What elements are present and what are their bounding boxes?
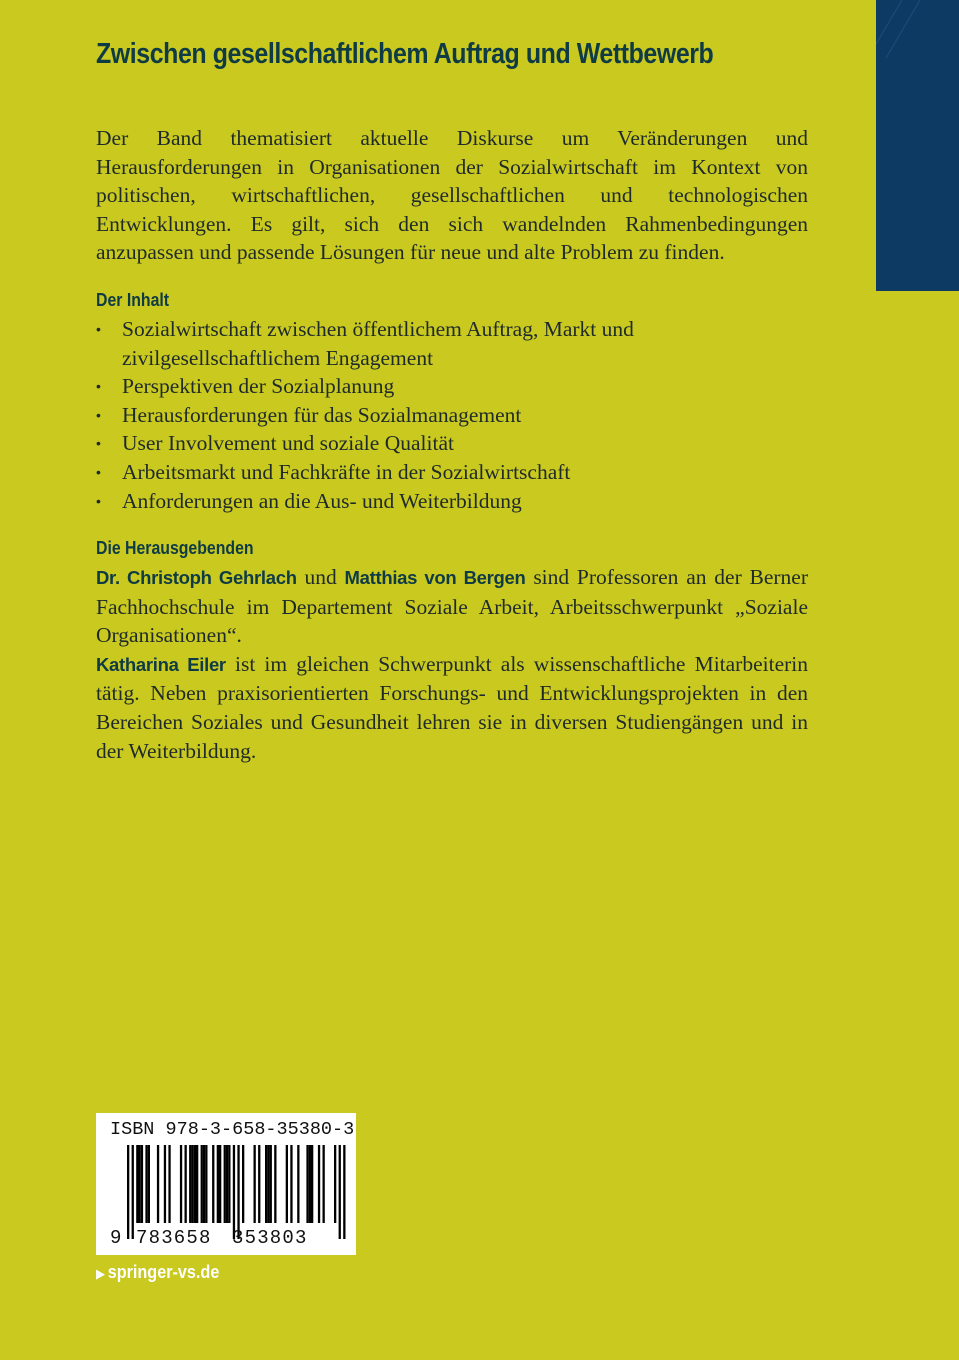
editors-bio-text: sind Professoren an der Berner Fachhochschule im Departement Soziale Arbeit, Arbeitsschwerpunkt „Soziale Organisationen“. [96,565,808,648]
barcode-bar [191,1145,193,1223]
barcode-bar [132,1145,134,1239]
ean-left-digits: 783658 [136,1227,212,1249]
barcode-bar [136,1145,138,1223]
barcode-bar [145,1145,147,1223]
triangle-right-icon: ▶ [96,1266,105,1281]
barcode-bar [180,1145,182,1223]
barcode-bar [224,1145,226,1223]
editors-bio [96,563,808,765]
list-item-text: Herausforderungen für das Sozialmanagement [122,402,522,427]
editor-name: Matthias von Bergen [344,567,526,588]
barcode-bar [306,1145,308,1223]
barcode-bar [339,1145,341,1239]
barcode-bar [141,1145,143,1223]
barcode-bar [233,1145,235,1239]
barcode-bar [242,1145,244,1223]
bullet-icon: • [96,406,101,423]
editor-conjunction: und [296,565,345,589]
list-item-text: User Involvement und soziale Qualität [122,431,454,456]
editors-heading: Die Herausgebenden [96,538,254,558]
barcode-bar [297,1145,299,1223]
list-item [96,487,808,516]
bullet-icon: • [96,378,101,395]
barcode-bar [258,1145,260,1223]
barcode-bar [185,1145,187,1223]
ean-right-digits: 353803 [232,1227,308,1249]
barcode-bar [203,1145,205,1223]
navy-corner-band [876,0,959,291]
barcode-bar [164,1145,166,1223]
barcode-bar [343,1145,345,1239]
barcode-bar [270,1145,272,1223]
barcode-bar [226,1145,228,1223]
barcode-bar [148,1145,150,1223]
barcode-bar [212,1145,214,1223]
bullet-icon: • [96,492,101,509]
barcode-bar [205,1145,207,1223]
barcode-bar [267,1145,269,1223]
barcode-bar [274,1145,276,1223]
barcode-bar [318,1145,320,1223]
band-diagonal-lines [876,0,959,291]
list-item [96,401,808,430]
book-title: Zwischen gesellschaftlichem Auftrag und Wettbewerb [96,38,714,70]
editors-bio-text: ist im gleichen Schwerpunkt als wissenschaftliche Mitarbeiterin tätig. Neben praxisorientierten Forschungs- und Entwicklungsprojekten in den Bereichen Soziales und Gesundheit lehren sie in diversen Studiengängen und in der Weiterbildung. [96,651,809,763]
editor-name: Katharina Eiler [96,653,226,675]
barcode-bar [194,1145,196,1223]
barcode-bar [196,1145,198,1223]
barcode-bar [228,1145,230,1223]
list-item [96,315,808,372]
isbn-label: ISBN 978-3-658-35380-3 [110,1119,355,1140]
barcode-bar [189,1145,191,1223]
editor-name: Dr. Christoph Gehrlach [96,567,297,588]
barcode-bar [286,1145,288,1223]
barcode-bar [265,1145,267,1223]
isbn-barcode [96,1113,356,1255]
list-item [96,458,808,487]
barcode-bar [168,1145,170,1223]
barcode-bar [201,1145,203,1223]
barcode-bar [139,1145,141,1223]
list-item-text: Sozialwirtschaft zwischen öffentlichem Auftrag, Markt und zivilgesellschaftlichem Engagement [122,317,634,370]
bullet-icon: • [96,463,101,480]
barcode-bar [254,1145,256,1223]
book-description: Der Band thematisiert aktuelle Diskurse um Veränderungen und Herausforderungen in Organisationen der Sozialwirtschaft im Kontext von politischen, wirtschaftlichen, gesellschaftlichen und technologischen Entwicklungen. Es gilt, sich den sich wandelnden Rahmenbedingungen anzupassen und passende Lösungen für neue und alte Problem zu finden. [96,126,808,265]
publisher-url: springer-vs.de [107,1262,220,1282]
publisher-link[interactable] [96,1262,219,1283]
list-item-text: Perspektiven der Sozialplanung [122,374,395,399]
bullet-icon: • [96,321,101,337]
barcode-bar [157,1145,159,1223]
barcode-bar [334,1145,336,1223]
barcode-bar [217,1145,219,1223]
barcode-bar [237,1145,239,1239]
contents-list [96,315,808,515]
list-item-text: Arbeitsmarkt und Fachkräfte in der Sozialwirtschaft [122,459,571,484]
barcode-bar [290,1145,292,1223]
list-item [96,372,808,401]
barcode-bar [323,1145,325,1223]
list-item [96,429,808,458]
list-item-text: Anforderungen an die Aus- und Weiterbildung [122,488,522,513]
contents-heading: Der Inhalt [96,290,170,310]
barcode-bars [96,1113,356,1255]
ean-lead-digit: 9 [110,1227,122,1249]
barcode-bar [311,1145,313,1223]
bullet-icon: • [96,435,101,452]
barcode-bar [127,1145,129,1239]
barcode-bar [219,1145,221,1223]
barcode-bar [309,1145,311,1223]
